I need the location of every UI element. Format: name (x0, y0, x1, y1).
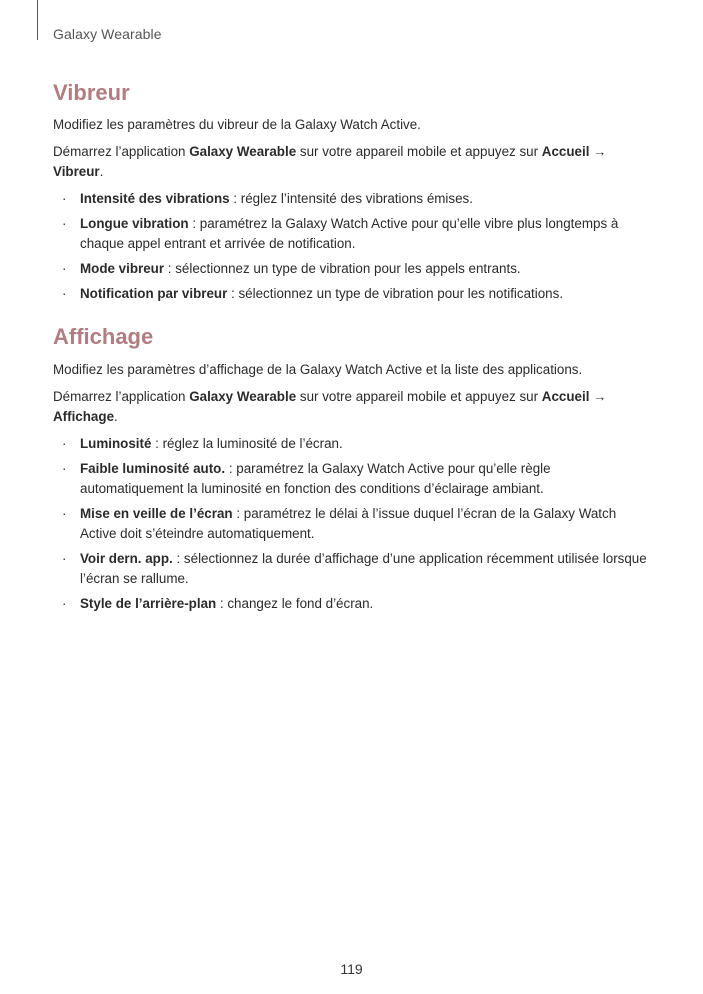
launch-end: . (114, 408, 118, 424)
section-title: Vibreur (53, 80, 130, 105)
section-title: Affichage (53, 324, 154, 350)
menu-name: Accueil (541, 388, 590, 404)
item-desc: : sélectionnez la durée d’affichage d’une application récemment utilisée lorsque l’écran se rallume. (80, 550, 647, 586)
item-term: Mode vibreur (80, 261, 165, 277)
running-header: Galaxy Wearable (53, 26, 162, 42)
page-content (53, 80, 653, 619)
header-rule (37, 0, 38, 40)
item-desc: : paramétrez le délai à l’issue duquel l’écran de la Galaxy Watch Active doit s’éteindre automatiquement. (80, 505, 617, 541)
list-item (53, 434, 653, 454)
item-term: Longue vibration (80, 216, 189, 232)
arrow-icon: → (589, 388, 607, 404)
arrow-icon: → (589, 144, 607, 160)
list-item (53, 549, 653, 589)
list-item (53, 259, 653, 279)
item-term: Faible luminosité auto. (80, 460, 226, 476)
bullet-icon: · (62, 286, 67, 302)
bullet-icon: · (62, 505, 67, 521)
section-vibreur (53, 80, 653, 304)
menu-name: Accueil (541, 144, 590, 160)
list-item (53, 594, 653, 614)
list-item (53, 459, 653, 499)
item-term: Intensité des vibrations (80, 191, 230, 207)
app-name: Galaxy Wearable (189, 144, 297, 160)
item-desc: : sélectionnez un type de vibration pour les appels entrants. (164, 261, 521, 277)
item-desc: : paramétrez la Galaxy Watch Active pour qu’elle vibre plus longtemps à chaque appel entrant et arrivée de notification. (80, 216, 619, 252)
item-term: Voir dern. app. (80, 550, 173, 566)
section-intro: Modifiez les paramètres du vibreur de la Galaxy Watch Active. (53, 117, 421, 133)
bullet-icon: · (62, 550, 67, 566)
bullet-icon: · (62, 261, 67, 277)
launch-pre: Démarrez l’application (53, 388, 190, 404)
item-desc: : réglez la luminosité de l’écran. (151, 435, 343, 451)
bullet-icon: · (62, 191, 67, 207)
list-item (53, 504, 653, 544)
list-item (53, 214, 653, 254)
item-desc: : changez le fond d’écran. (216, 595, 374, 611)
item-term: Mise en veille de l’écran (80, 505, 233, 521)
launch-pre: Démarrez l’application (53, 144, 190, 160)
list-item (53, 284, 653, 304)
section-affichage (53, 324, 653, 613)
item-desc: : sélectionnez un type de vibration pour les notifications. (227, 286, 564, 302)
launch-instruction (53, 142, 653, 182)
menu-target: Vibreur (53, 164, 100, 180)
settings-list (53, 434, 653, 614)
settings-list (53, 189, 653, 304)
section-intro: Modifiez les paramètres d’affichage de la Galaxy Watch Active et la liste des applications. (53, 361, 583, 377)
bullet-icon: · (62, 595, 67, 611)
launch-end: . (99, 164, 104, 180)
page-number: 119 (340, 961, 363, 977)
item-term: Style de l’arrière-plan (80, 595, 217, 611)
bullet-icon: · (62, 460, 67, 476)
item-desc: : réglez l’intensité des vibrations émises. (229, 191, 473, 207)
item-term: Luminosité (80, 435, 152, 451)
launch-mid: sur votre appareil mobile et appuyez sur (296, 388, 542, 404)
bullet-icon: · (62, 216, 67, 232)
launch-mid: sur votre appareil mobile et appuyez sur (296, 144, 542, 160)
app-name: Galaxy Wearable (189, 388, 297, 404)
list-item (53, 189, 653, 209)
launch-instruction (53, 387, 653, 427)
item-term: Notification par vibreur (80, 286, 228, 302)
bullet-icon: · (62, 435, 67, 451)
item-desc: : paramétrez la Galaxy Watch Active pour qu’elle règle automatiquement la luminosité en fonction des conditions d’éclairage ambiant. (80, 460, 551, 496)
menu-target: Affichage (53, 408, 115, 424)
